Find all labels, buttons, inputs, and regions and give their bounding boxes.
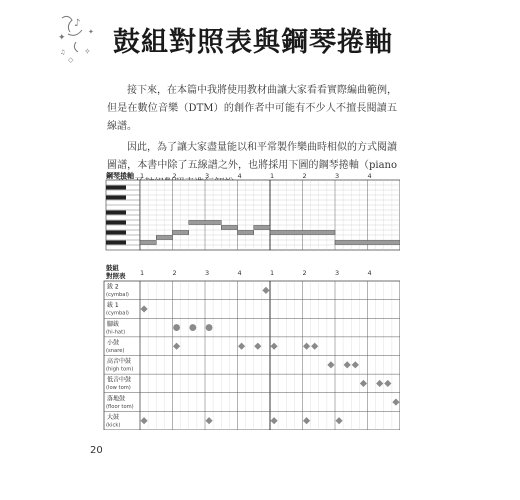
hihat-hit [189,324,196,331]
beat-label: 4 [237,172,242,180]
drum-row-sub: (floor tom) [106,403,134,410]
page-number: 20 [90,445,103,456]
beat-label: 4 [367,269,372,277]
beat-label: 2 [302,172,307,180]
svg-text:✧: ✧ [84,47,91,56]
piano-roll-label: 鋼琴捲軸 [106,172,134,180]
black-key [106,241,126,245]
hihat-hit [206,324,213,331]
svg-text:✦: ✦ [88,28,94,36]
piano-note [238,231,254,235]
piano-note [254,226,270,230]
beat-label: 3 [335,172,340,180]
drum-row-name: 高音中鼓 [107,358,132,365]
piano-note [335,241,400,245]
svg-text:♫: ♫ [60,49,66,56]
svg-text:✦: ✦ [58,33,66,43]
drum-chart-figure [100,264,400,430]
beat-label: 4 [367,172,372,180]
drum-row-sub: (kick) [106,422,121,429]
drum-chart-label: 鼓組 [106,264,119,272]
piano-roll-figure [100,170,400,260]
beat-label: 2 [172,172,177,180]
black-key [106,221,126,225]
drum-row-name: 鈸 2 [107,283,119,291]
black-key [106,196,126,200]
beat-label: 2 [172,269,177,277]
black-key [106,211,126,215]
beat-label: 1 [140,269,145,277]
piano-note [189,221,222,225]
drum-row-sub: (cymbal) [106,292,129,298]
svg-text:◇: ◇ [68,56,74,64]
beat-label: 1 [270,172,275,180]
piano-note [270,231,335,235]
drum-row-sub: (high tom) [106,366,134,373]
beat-label: 2 [302,269,307,277]
drum-row-sub: (snare) [106,347,125,354]
piano-note [140,241,156,245]
black-key [106,186,126,190]
drum-row-name: 大鼓 [107,413,120,421]
drum-row-name: 小鼓 [107,339,120,347]
music-notes-decoration [54,4,102,66]
black-key [106,231,126,235]
page-title: 鼓組對照表與鋼琴捲軸 [113,27,393,58]
drum-row-sub: (low tom) [106,385,131,392]
drum-row-name: 腳鈸 [107,320,120,328]
piano-note [156,236,172,240]
beat-label: 1 [140,172,145,180]
svg-text:♪: ♪ [74,18,81,29]
drum-chart-label: 對照表 [106,272,126,280]
drum-row-name: 落地鼓 [107,395,126,403]
drum-row-name: 低音中鼓 [107,376,132,384]
intro-paragraph: 接下來，在本篇中我將使用教材曲讓大家看看實際編曲範例，但是在數位音樂（DTM）的創作者中可能有不少人不擅長閱讀五線譜。 [107,85,397,132]
piano-note [173,231,189,235]
explanation-paragraph: 因此，為了讓大家盡量能以和平常製作樂曲時相似的方式閱讀圖譜，本書中除了五線譜之外，也將採用下圖的鋼琴捲軸（piano [107,142,397,171]
drum-row-sub: (cymbal) [106,310,129,317]
beat-label: 4 [237,269,242,277]
drum-row-name: 鈸 1 [107,302,119,310]
beat-label: 3 [205,269,210,277]
drum-row-sub: (hi-hat) [106,329,126,336]
beat-label: 1 [270,269,275,277]
beat-label: 3 [205,172,210,180]
hihat-hit [173,324,180,331]
piano-note [221,226,237,230]
beat-label: 3 [335,269,340,277]
